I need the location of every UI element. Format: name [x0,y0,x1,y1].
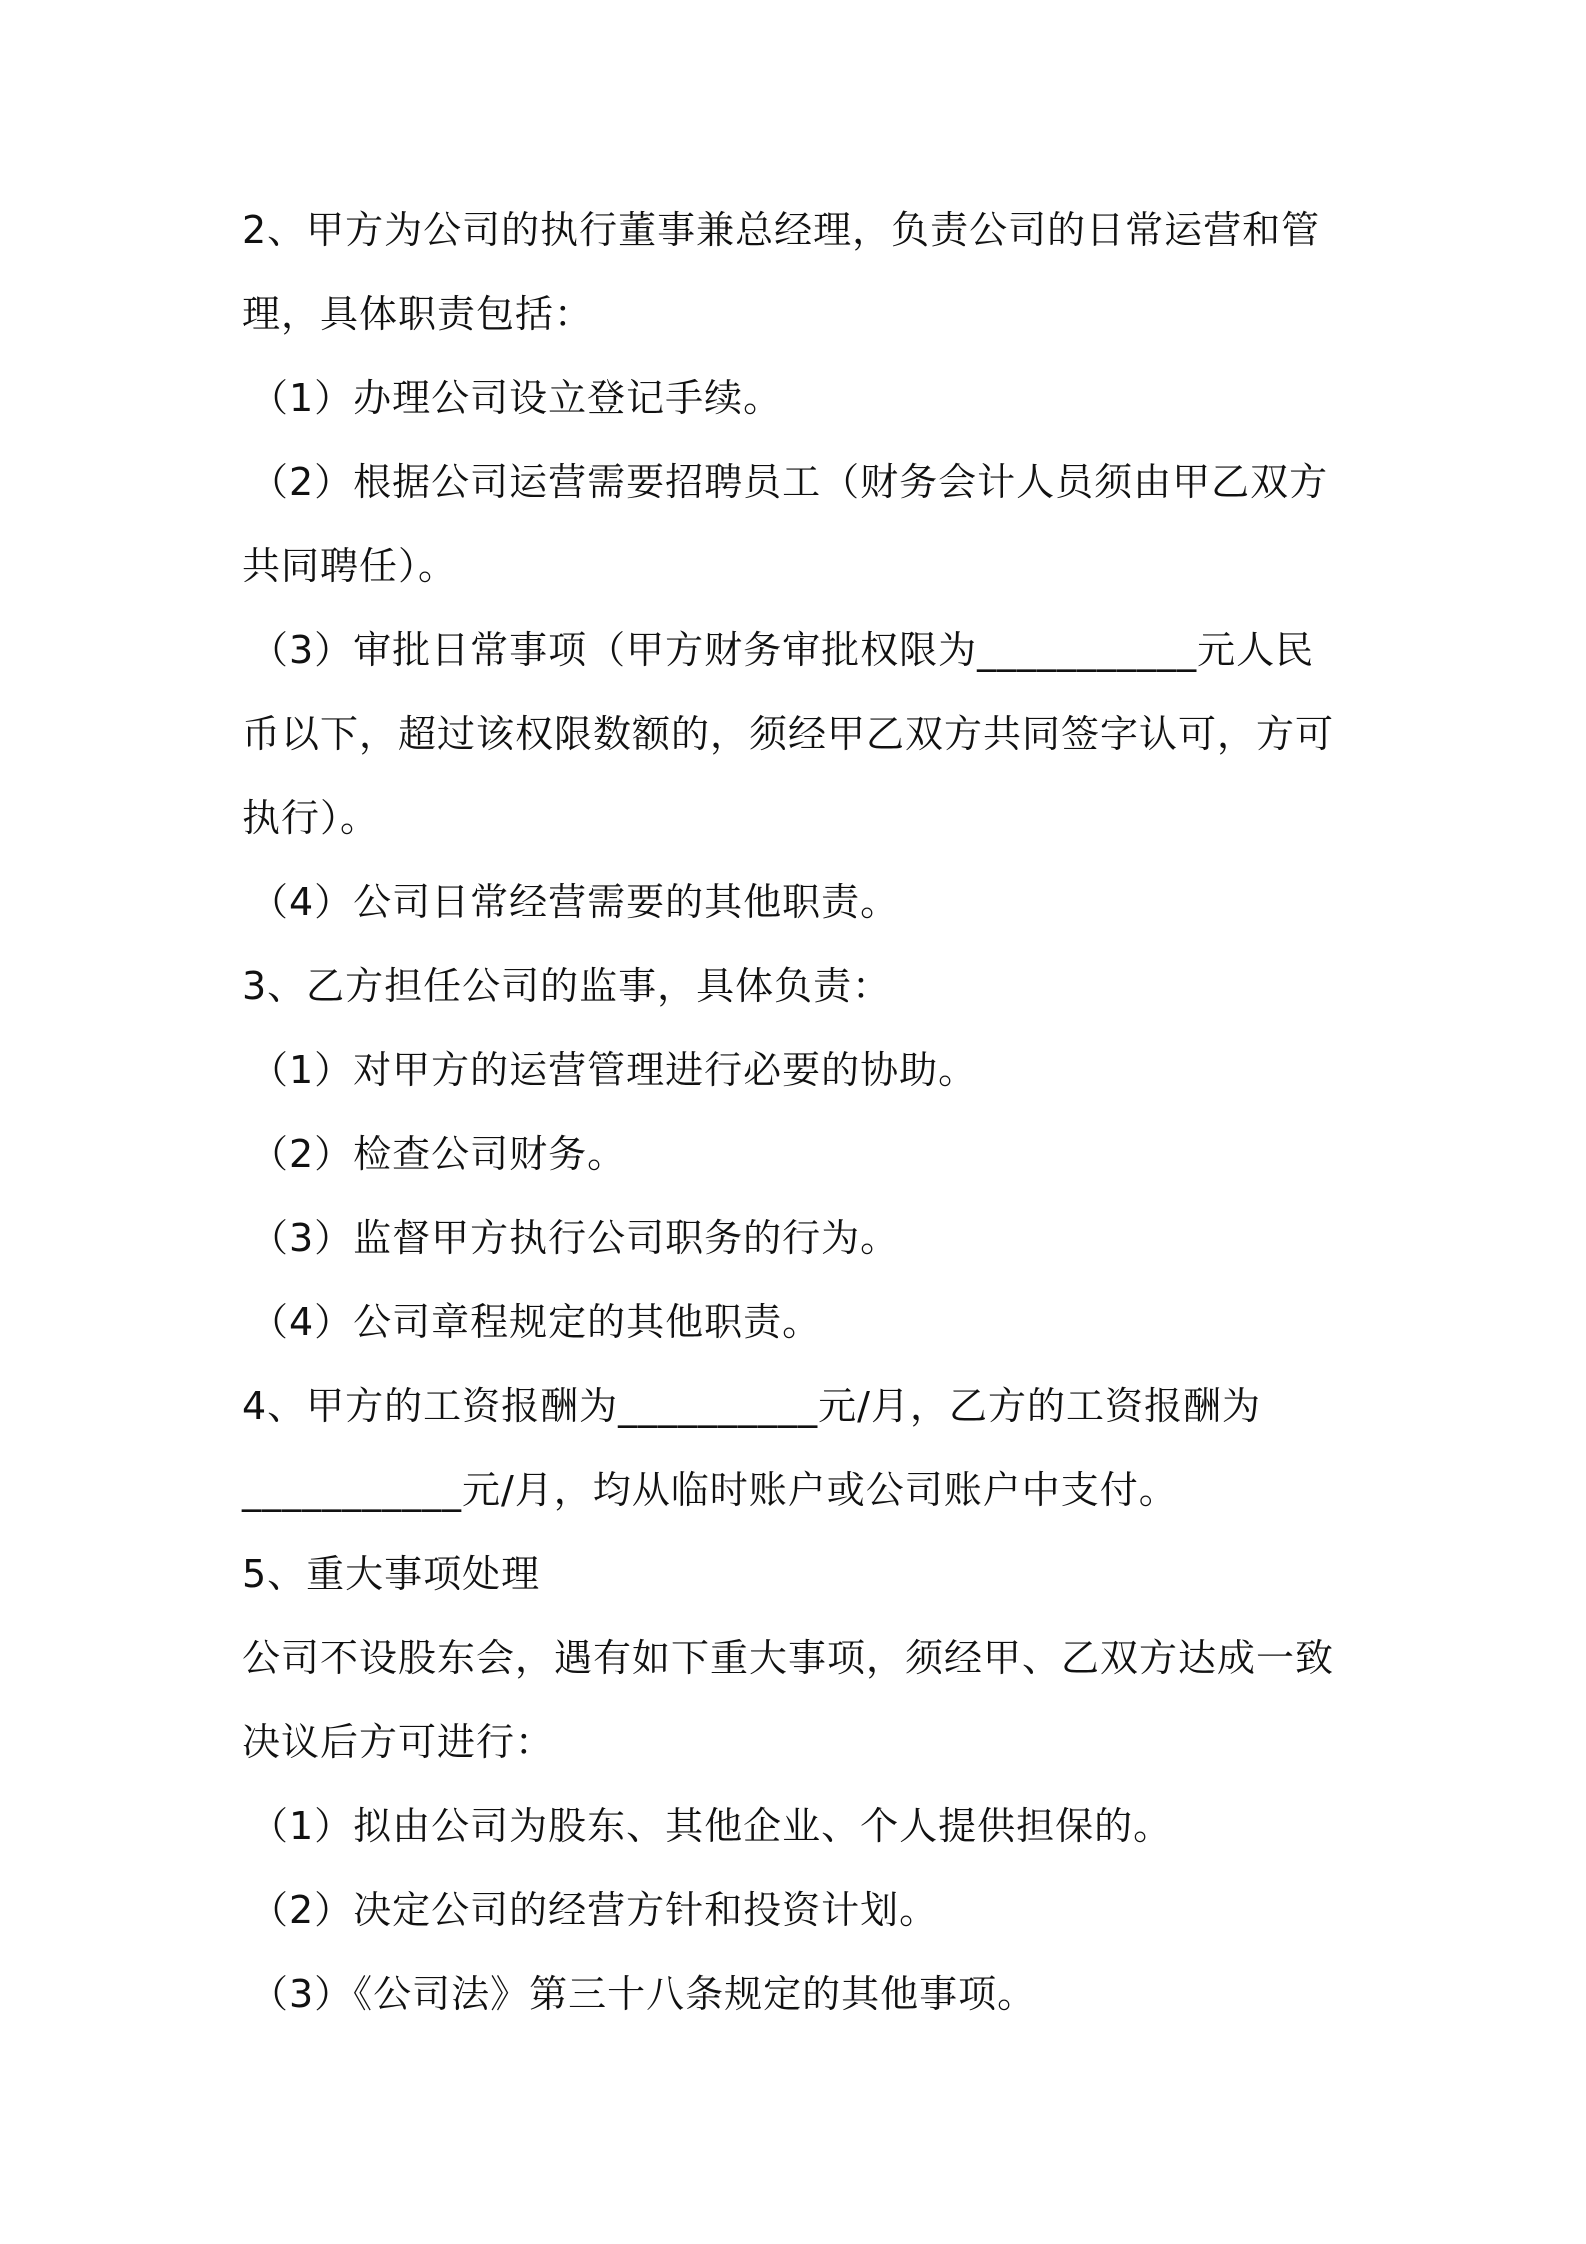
clause-3-item-2: （2）检查公司财务。 [250,1132,627,1176]
clause-3-item-1: （1）对甲方的运营管理进行必要的协助。 [250,1048,978,1092]
clause-2-line-2: 理，具体职责包括： [242,292,594,336]
clause-3-item-4: （4）公司章程规定的其他职责。 [250,1300,822,1344]
clause-2-item-2-line-1: （2）根据公司运营需要招聘员工（财务会计人员须由甲乙双方 [250,460,1329,504]
clause-5-intro-line-1: 公司不设股东会，遇有如下重大事项，须经甲、乙双方达成一致 [242,1636,1335,1680]
clause-4-line-2: ___________元/月，均从临时账户或公司账户中支付。 [242,1468,1178,1512]
clause-3-item-3: （3）监督甲方执行公司职务的行为。 [250,1216,900,1260]
clause-5-intro-line-2: 决议后方可进行： [242,1720,555,1764]
clause-3-heading: 3、乙方担任公司的监事，具体负责： [242,964,892,1008]
clause-5-item-1: （1）拟由公司为股东、其他企业、个人提供担保的。 [250,1804,1173,1848]
clause-2-item-3-line-1: （3）审批日常事项（甲方财务审批权限为___________元人民 [250,628,1315,672]
clause-2-item-1: （1）办理公司设立登记手续。 [250,376,783,420]
clause-4-line-1: 4、甲方的工资报酬为__________元/月，乙方的工资报酬为 [242,1384,1261,1428]
clause-5-item-3: （3）《公司法》第三十八条规定的其他事项。 [250,1972,1037,2016]
clause-5-item-2: （2）决定公司的经营方针和投资计划。 [250,1888,939,1932]
clause-2-item-3-line-2: 币以下，超过该权限数额的，须经甲乙双方共同签字认可，方可 [242,712,1335,756]
clause-2-line-1: 2、甲方为公司的执行董事兼总经理，负责公司的日常运营和管 [242,208,1321,252]
clause-5-heading: 5、重大事项处理 [242,1552,541,1596]
clause-2-item-3-line-3: 执行）。 [242,796,380,840]
clause-2-item-4: （4）公司日常经营需要的其他职责。 [250,880,900,924]
clause-2-item-2-line-2: 共同聘任）。 [242,544,458,588]
